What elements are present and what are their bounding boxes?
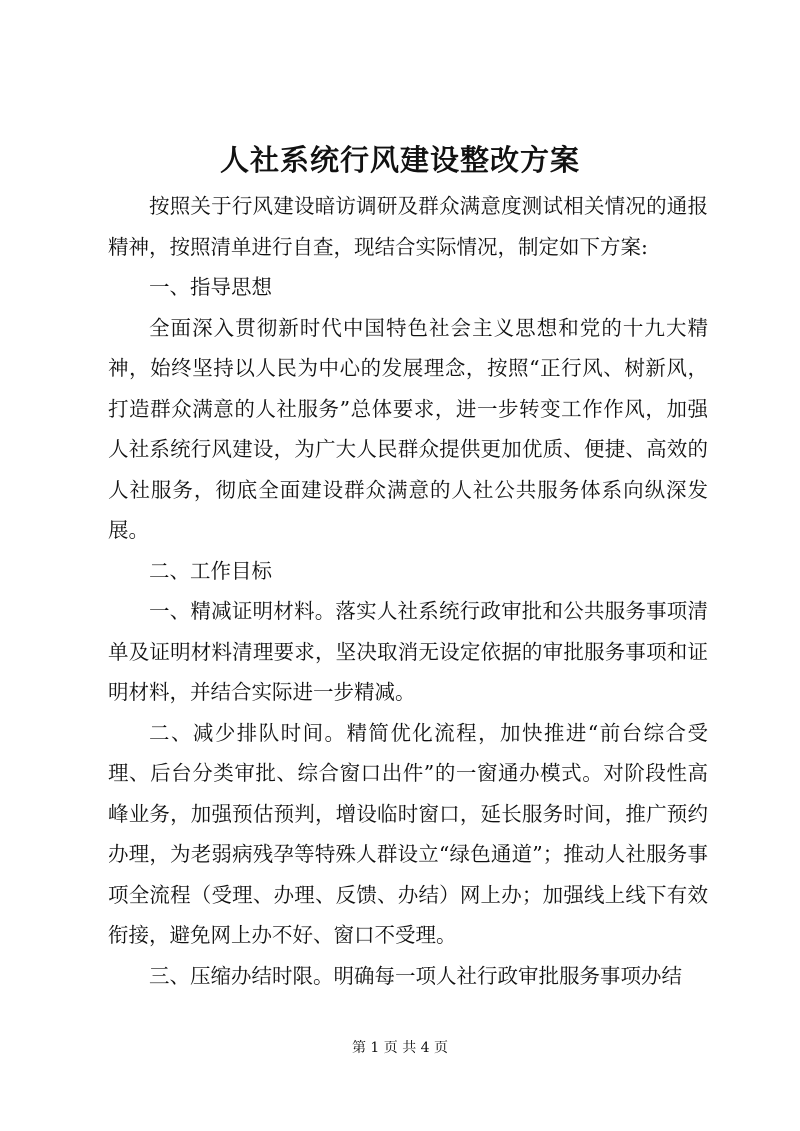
document-title: 人社系统行风建设整改方案 [219,143,580,177]
goal-paragraph-reduce-queue: 二、减少排队时间。精简优化流程，加快推进“前台综合受理、后台分类审批、综合窗口出件”的一窗通办模式。对阶段性高峰业务，加强预估预判，增设临时窗口，延长服务时间，推广预约办理，为老弱病残孕等特殊人群设立“绿色通道”；推动人社服务事项全流程（受理、办理、反馈、办结）网上办；加强线上线下有效衔接，避免网上办不好、窗口不受理。 [108,720,708,947]
page-number-footer: 第 1 页 共 4 页 [351,1040,449,1056]
document-body [108,186,708,996]
goal-paragraph-shorten-time: 三、压缩办结时限。明确每一项人社行政审批服务事项办结 [149,963,682,988]
section-heading-guiding-ideology: 一、指导思想 [149,275,272,299]
goal-paragraph-reduce-materials: 一、精减证明材料。落实人社系统行政审批和公共服务事项清单及证明材料清理要求，坚决取消无设定依据的审批服务事项和证明材料，并结合实际进一步精减。 [108,599,708,704]
section-heading-work-goals: 二、工作目标 [149,558,272,583]
intro-paragraph: 按照关于行风建设暗访调研及群众满意度测试相关情况的通报精神，按照清单进行自查，现结合实际情况，制定如下方案: [108,194,708,259]
guiding-ideology-paragraph: 全面深入贯彻新时代中国特色社会主义思想和党的十九大精神，始终坚持以人民为中心的发展理念，按照“正行风、树新风，打造群众满意的人社服务”总体要求，进一步转变工作作风，加强人社系统行风建设，为广大人民群众提供更加优质、便捷、高效的人社服务，彻底全面建设群众满意的人社公共服务体系向纵深发展。 [108,315,708,542]
